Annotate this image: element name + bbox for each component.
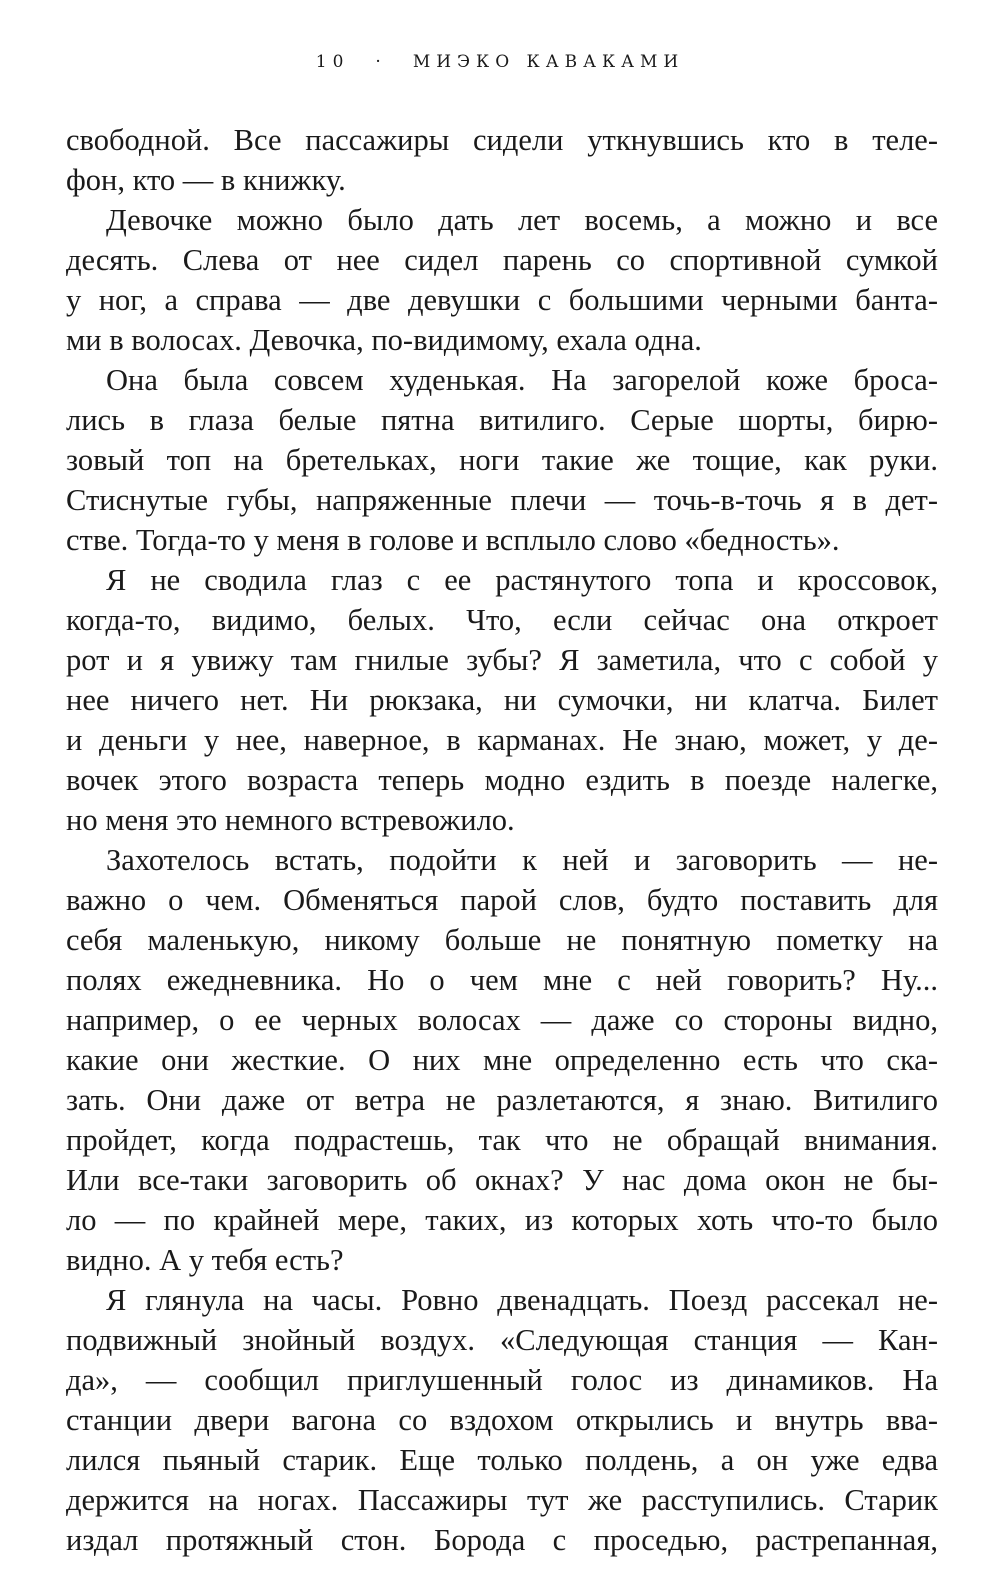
running-header bbox=[0, 52, 1000, 72]
author-name: МИЭКО КАВАКАМИ bbox=[412, 52, 685, 72]
text-line: лись в глаза белые пятна витилиго. Серые шорты, бирю- bbox=[66, 403, 938, 437]
text-line: вочек этого возраста теперь модно ездить в поезде налегке, bbox=[66, 763, 938, 797]
text-line: ми в волосах. Девочка, по-видимому, ехала одна. bbox=[66, 323, 702, 357]
text-line: какие они жесткие. О них мне определенно есть что ска- bbox=[66, 1043, 938, 1077]
text-line: нее ничего нет. Ни рюкзака, ни сумочки, ни клатча. Билет bbox=[66, 683, 938, 717]
text-line: зовый топ на бретельках, ноги такие же тощие, как руки. bbox=[66, 443, 938, 477]
text-line: держится на ногах. Пассажиры тут же расступились. Старик bbox=[66, 1483, 938, 1517]
body-text bbox=[66, 120, 938, 1560]
text-line: рот и я увижу там гнилые зубы? Я заметила, что с собой у bbox=[66, 643, 938, 677]
text-line: десять. Слева от нее сидел парень со спортивной сумкой bbox=[66, 243, 938, 277]
text-line: у ног, а справа — две девушки с большими черными банта- bbox=[66, 283, 938, 317]
text-line: видно. А у тебя есть? bbox=[66, 1243, 344, 1277]
text-line: да», — сообщил приглушенный голос из динамиков. На bbox=[66, 1363, 938, 1397]
paragraph-first-line: Я глянула на часы. Ровно двенадцать. Поезд рассекал не- bbox=[106, 1283, 938, 1317]
text-line: лился пьяный старик. Еще только полдень, а он уже едва bbox=[66, 1443, 938, 1477]
page-number: 10 bbox=[315, 52, 350, 72]
paragraph-first-line: Захотелось встать, подойти к ней и заговорить — не- bbox=[106, 843, 938, 877]
text-line: Или все-таки заговорить об окнах? У нас дома окон не бы- bbox=[66, 1163, 938, 1197]
paragraph-first-line: Я не сводила глаз с ее растянутого топа и кроссовок, bbox=[106, 563, 938, 597]
text-line: например, о ее черных волосах — даже со стороны видно, bbox=[66, 1003, 938, 1037]
text-line: когда-то, видимо, белых. Что, если сейчас она откроет bbox=[66, 603, 938, 637]
text-line: пройдет, когда подрастешь, так что не обращай внимания. bbox=[66, 1123, 938, 1157]
text-line: зать. Они даже от ветра не разлетаются, я знаю. Витилиго bbox=[66, 1083, 938, 1117]
text-line: и деньги у нее, наверное, в карманах. Не знаю, может, у де- bbox=[66, 723, 938, 757]
text-line: важно о чем. Обменяться парой слов, будто поставить для bbox=[66, 883, 938, 917]
text-line: станции двери вагона со вздохом открылись и внутрь вва- bbox=[66, 1403, 938, 1437]
paragraph-first-line: Она была совсем худенькая. На загорелой коже броса- bbox=[106, 363, 938, 397]
text-line: свободной. Все пассажиры сидели уткнувшись кто в теле- bbox=[66, 123, 938, 157]
text-line: Стиснутые губы, напряженные плечи — точь-в-точь я в дет- bbox=[66, 483, 938, 517]
text-line: фон, кто — в книжку. bbox=[66, 163, 346, 197]
text-line: издал протяжный стон. Борода с проседью, растрепанная, bbox=[66, 1523, 938, 1557]
text-line: стве. Тогда-то у меня в голове и всплыло слово «бедность». bbox=[66, 523, 840, 557]
text-line: себя маленькую, никому больше не понятную пометку на bbox=[66, 923, 938, 957]
text-line: полях ежедневника. Но о чем мне с ней говорить? Ну... bbox=[66, 963, 938, 997]
text-line: но меня это немного встревожило. bbox=[66, 803, 515, 837]
header-separator: · bbox=[375, 52, 387, 72]
text-line: ло — по крайней мере, таких, из которых хоть что-то было bbox=[66, 1203, 938, 1237]
text-line: подвижный знойный воздух. «Следующая станция — Кан- bbox=[66, 1323, 938, 1357]
paragraph-first-line: Девочке можно было дать лет восемь, а можно и все bbox=[106, 203, 938, 237]
